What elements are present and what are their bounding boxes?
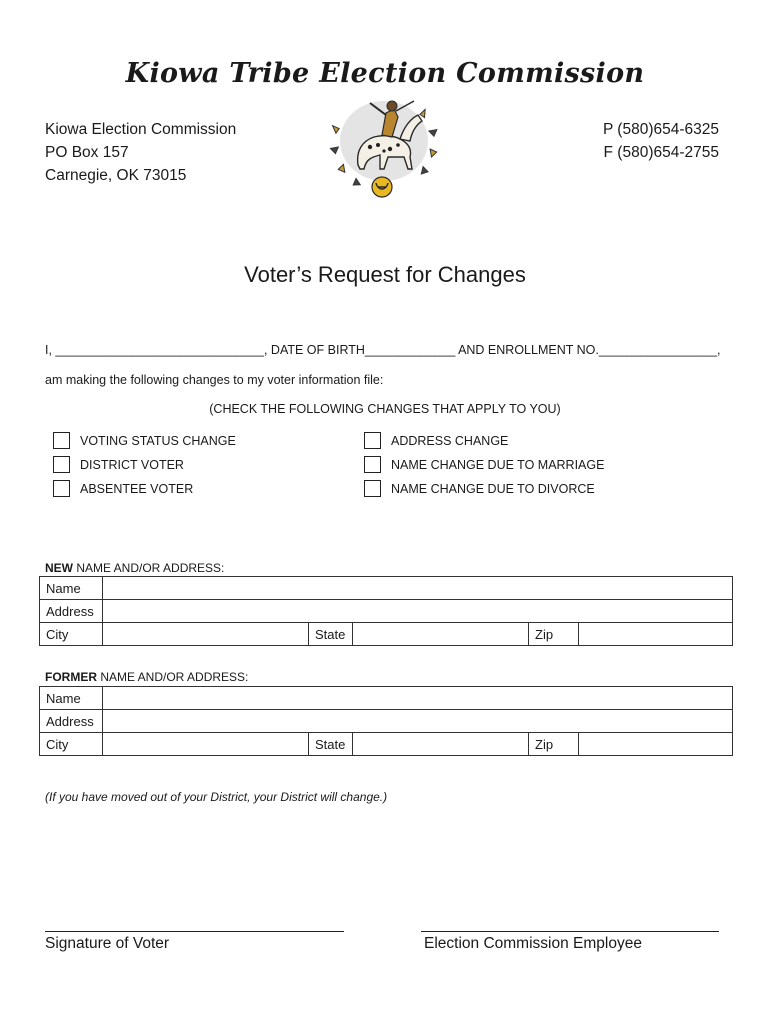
new-zip-label: Zip (529, 623, 579, 646)
checkbox-label-voting-status-change: VOTING STATUS CHANGE (80, 434, 236, 448)
former-heading-rest: NAME AND/OR ADDRESS: (97, 670, 249, 684)
former-address-label: Address (40, 710, 103, 733)
checkbox-label-district-voter: DISTRICT VOTER (80, 458, 184, 472)
employee-signature-label: Election Commission Employee (424, 935, 642, 952)
former-address-table (39, 686, 733, 756)
new-name-field[interactable] (103, 577, 733, 600)
organization-title: Kiowa Tribe Election Commission (125, 58, 645, 89)
checkbox-address-change[interactable] (364, 432, 381, 449)
new-city-field[interactable] (103, 623, 309, 646)
contact-numbers (603, 118, 719, 164)
checkbox-district-voter[interactable] (53, 456, 70, 473)
new-city-label: City (40, 623, 103, 646)
checkbox-name-change-marriage[interactable] (364, 456, 381, 473)
check-instructions: (CHECK THE FOLLOWING CHANGES THAT APPLY TO YOU) (209, 402, 561, 416)
checkbox-label-name-change-marriage: NAME CHANGE DUE TO MARRIAGE (391, 458, 605, 472)
former-name-label: Name (40, 687, 103, 710)
checkbox-voting-status-change[interactable] (53, 432, 70, 449)
new-address-label: Address (40, 600, 103, 623)
former-city-label: City (40, 733, 103, 756)
former-zip-field[interactable] (579, 733, 733, 756)
new-zip-field[interactable] (579, 623, 733, 646)
fax-number: F (580)654-2755 (603, 144, 719, 161)
tribal-seal-icon (326, 91, 442, 203)
former-city-field[interactable] (103, 733, 309, 756)
voter-signature-label: Signature of Voter (45, 935, 170, 952)
address-line-box: PO Box 157 (45, 144, 129, 161)
new-heading-bold: NEW (45, 561, 73, 575)
former-state-label: State (309, 733, 353, 756)
new-address-field[interactable] (103, 600, 733, 623)
address-line-org: Kiowa Election Commission (45, 121, 237, 138)
new-state-label: State (309, 623, 353, 646)
address-line-city: Carnegie, OK 73015 (45, 167, 187, 184)
info-statement: am making the following changes to my voter information file: (45, 373, 384, 387)
form-title: Voter’s Request for Changes (244, 262, 526, 287)
checkbox-name-change-divorce[interactable] (364, 480, 381, 497)
new-state-field[interactable] (353, 623, 529, 646)
former-address-field[interactable] (103, 710, 733, 733)
former-heading-bold: FORMER (45, 670, 97, 684)
checkbox-label-absentee-voter: ABSENTEE VOTER (80, 482, 194, 496)
former-name-field[interactable] (103, 687, 733, 710)
phone-number: P (580)654-6325 (602, 121, 719, 138)
checkbox-label-name-change-divorce: NAME CHANGE DUE TO DIVORCE (391, 482, 595, 496)
district-change-note: (If you have moved out of your District, your District will change.) (45, 790, 388, 804)
new-name-label: Name (40, 577, 103, 600)
new-address-table (39, 576, 733, 646)
mailing-address (45, 118, 236, 187)
checkbox-label-address-change: ADDRESS CHANGE (391, 434, 509, 448)
new-heading-rest: NAME AND/OR ADDRESS: (73, 561, 225, 575)
checkbox-absentee-voter[interactable] (53, 480, 70, 497)
voter-identity-line: I, ______________________________, DATE OF BIRTH_____________ AND ENROLLMENT NO._________________, (45, 343, 721, 357)
employee-signature-line[interactable] (421, 931, 719, 932)
new-address-heading (45, 561, 224, 575)
former-address-heading (45, 670, 248, 684)
former-state-field[interactable] (353, 733, 529, 756)
voter-signature-line[interactable] (45, 931, 344, 932)
former-zip-label: Zip (529, 733, 579, 756)
